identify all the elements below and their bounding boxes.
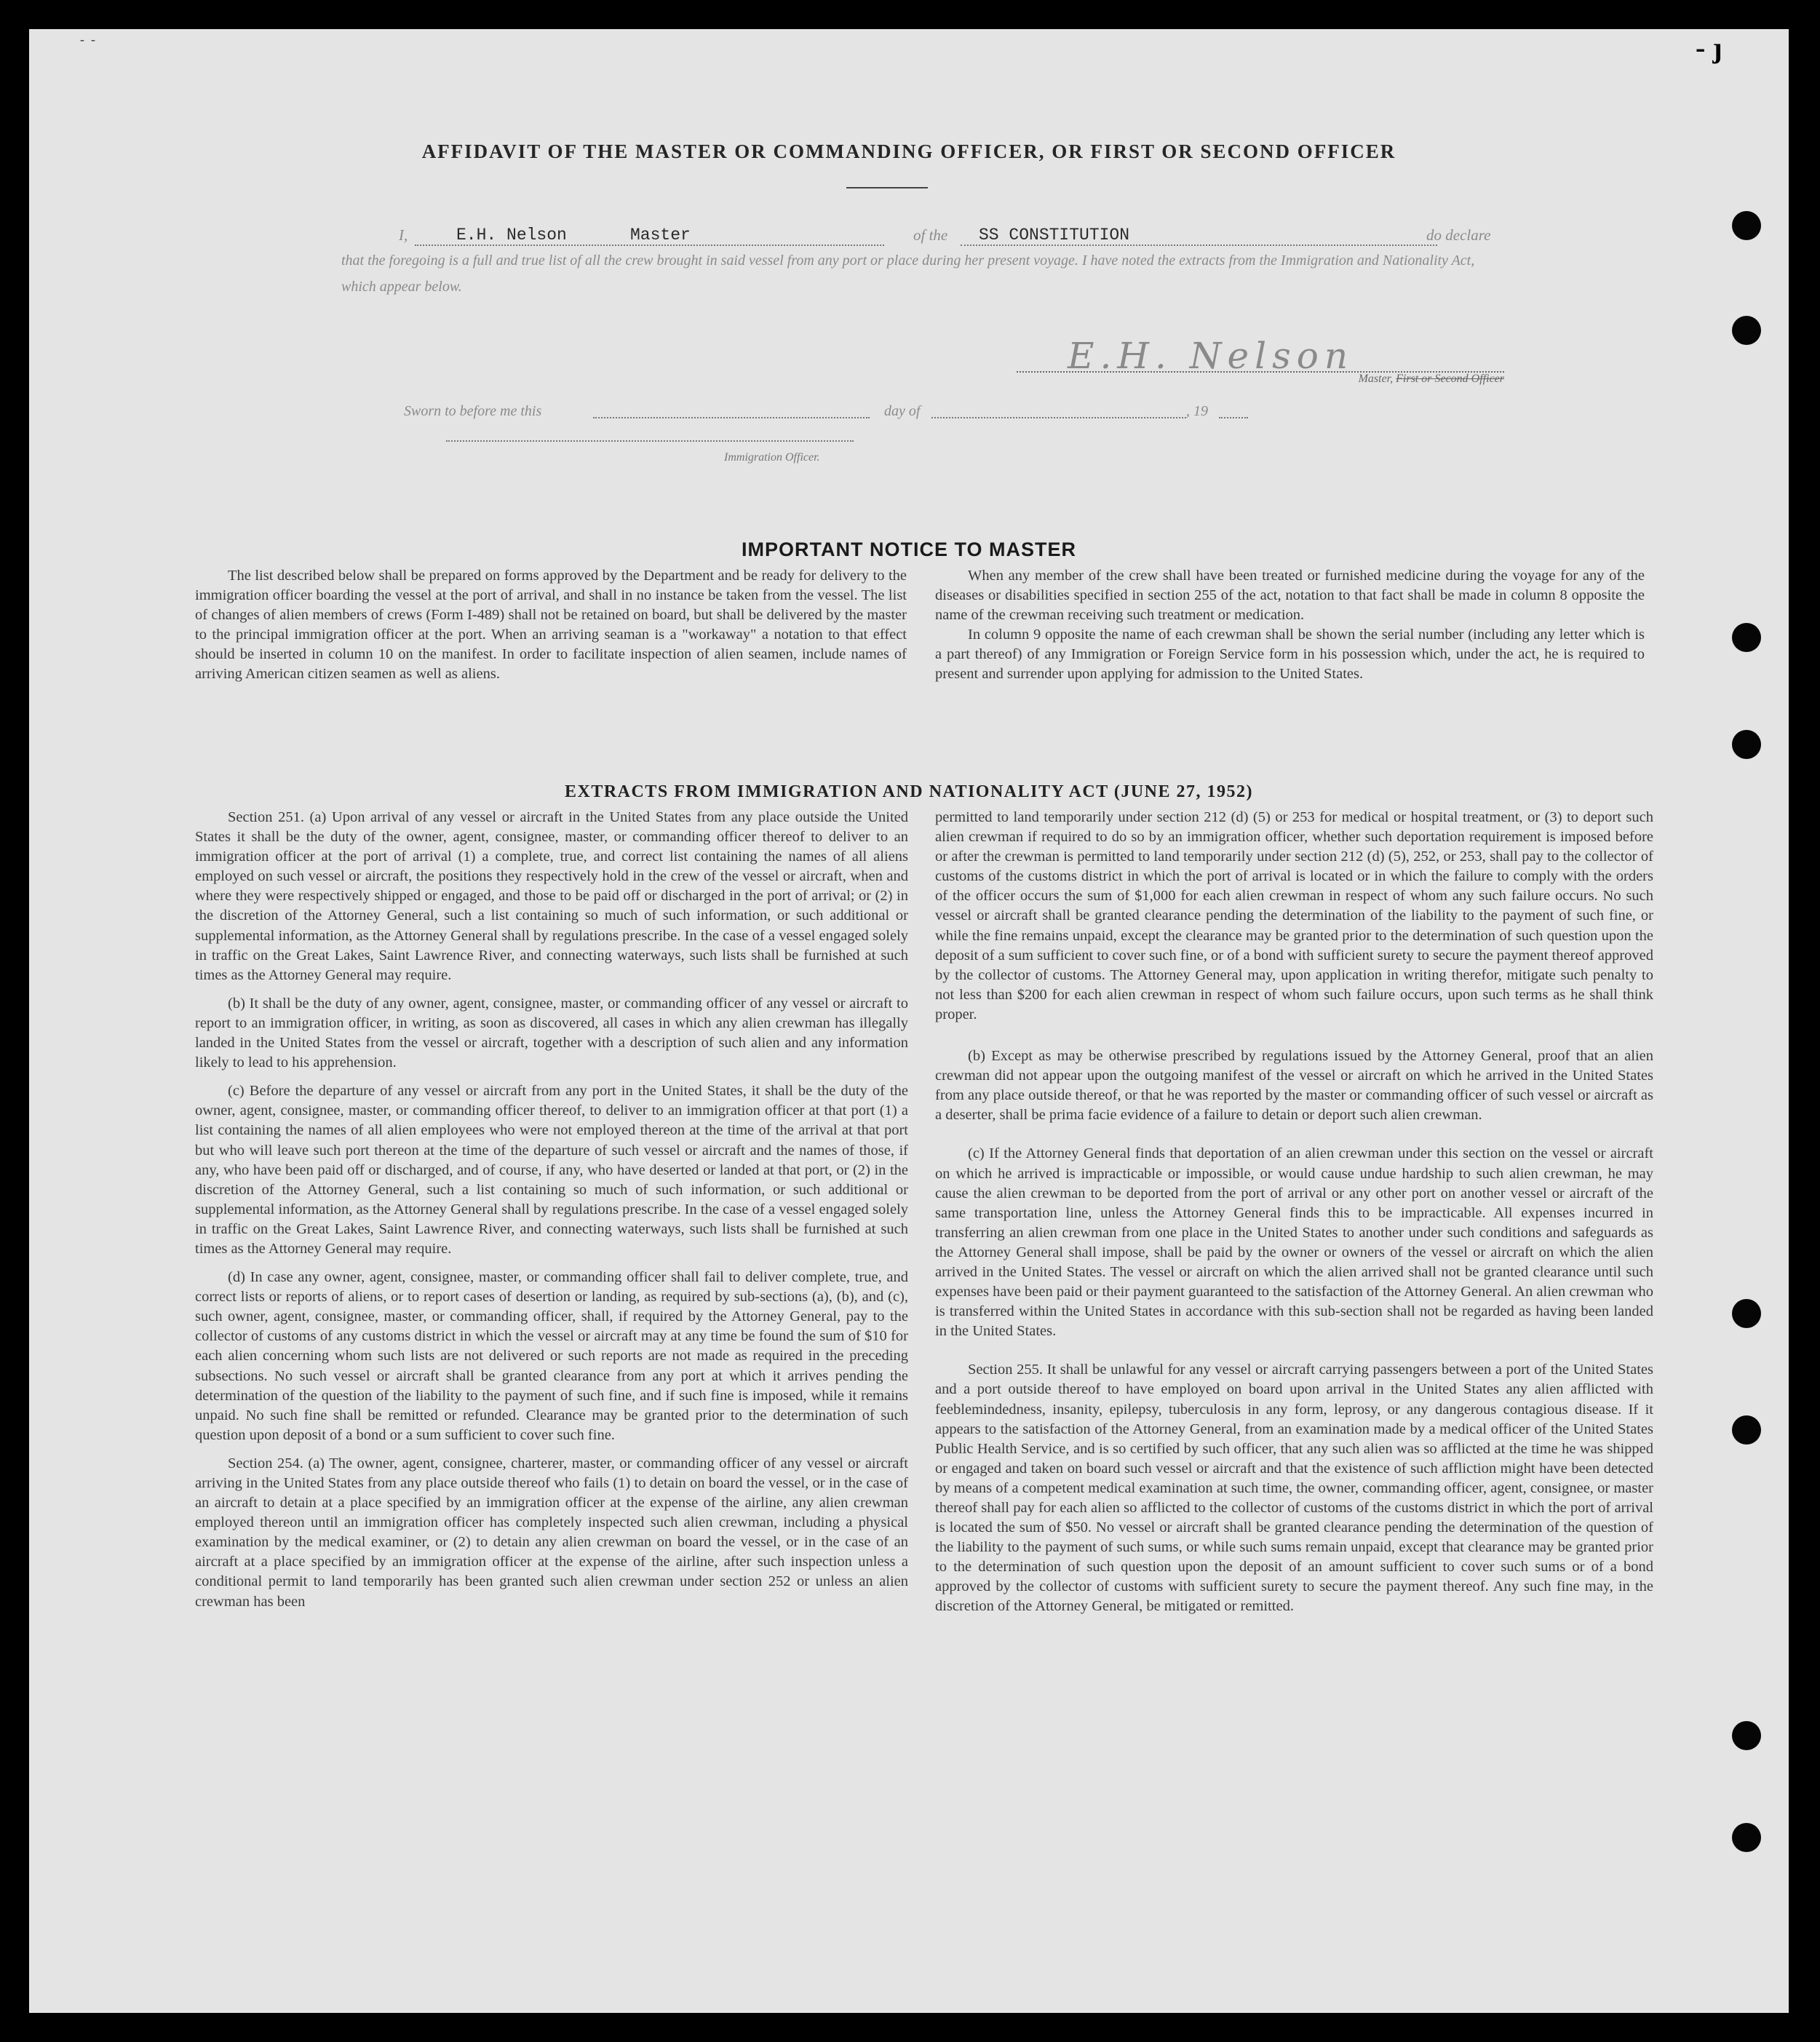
sworn-year-dots (1219, 417, 1248, 418)
notice-left-paragraph: The list described below shall be prepared on forms approved by the Department and be ready for delivery to the immigration officer boarding the vessel at the port of arrival, and shall in no instance be taken from the vessel. The list of changes of alien members of crews (Form I-489) shall not be retained on board, but shall be delivered by the master to the principal immigration officer at the port. When an arriving seaman is a "workaway" a notation to that effect should be inserted in column 10 on the manifest. In order to facilitate inspection of alien seamen, include names of arriving American citizen seamen as well as aliens. (195, 568, 907, 683)
section-254-a: Section 254. (a) The owner, agent, consignee, charterer, master, or commanding officer of any vessel or aircraft arriving in the United States from any place outside thereof who fails (1) to detain on board the vessel, or in the case of an aircraft to detain at a place specified by an immigration officer at the expense of the airline, any alien crewman employed thereon until an immigration officer has completely inspected such alien crewman, including a physical examination by the medical examiner, or (2) to detain any alien crewman on board the vessel, or in the case of an aircraft at a place specified by an immigration officer at the expense of the airline, after such inspection unless a conditional permit to land temporarily has been granted such alien crewman under section 252 or unless an alien crewman has been (195, 1455, 908, 1610)
declaration-line (371, 220, 1514, 249)
i-label: I, (399, 226, 408, 244)
extracts-left-column (195, 808, 908, 1621)
signature: E.H. Nelson (1068, 335, 1354, 377)
of-the-label: of the (913, 226, 948, 244)
name-dots (415, 245, 884, 246)
sworn-day-dots (593, 417, 870, 418)
binder-hole-2 (1732, 316, 1761, 345)
notice-left-column (195, 566, 907, 694)
section-251-b: (b) It shall be the duty of any owner, agent, consignee, master, or commanding officer of any vessel or aircraft to report to an immigration officer, in writing, as soon as discovered, all cases in which any alien crewman has illegally landed in the United States from the vessel or aircraft, together with a description of such alien and any information likely to lead to his apprehension. (195, 995, 908, 1071)
notice-title: IMPORTANT NOTICE TO MASTER (742, 539, 1076, 560)
document-page (29, 29, 1789, 2013)
extracts-right-column (935, 808, 1653, 1626)
section-251-a: Section 251. (a) Upon arrival of any vessel or aircraft in the United States from any place outside the United States it shall be the duty of the owner, agent, consignee, master, or commanding officer thereof to deliver to an immigration officer at the port of arrival (1) a complete, true, and correct list containing the names of all aliens employed on such vessel or aircraft, the positions they respectively hold in the crew of the vessel or aircraft, when and where they were respectively shipped or engaged, and those to be paid off or discharged in the port of arrival; or (2) in the discretion of the Attorney General, such a list containing so much of such information, or such additional or supplemental information, as the Attorney General shall by regulations prescribe. In the case of a vessel engaged solely in traffic on the Great Lakes, Saint Lawrence River, and connecting waterways, such lists shall be furnished at such times as the Attorney General may require. (195, 809, 908, 983)
vessel-dots (961, 245, 1437, 246)
immigration-officer-caption: Immigration Officer. (724, 451, 820, 464)
affidavit-title: AFFIDAVIT OF THE MASTER OR COMMANDING OFFICER, OR FIRST OR SECOND OFFICER (421, 140, 1396, 162)
year-label: , 19 (1186, 403, 1208, 419)
notice-right-paragraph-1: When any member of the crew shall have been treated or furnished medicine during the voyage for any of the diseases or disabilities specified in section 255 of the act, notation to that fact shall be made in column 8 opposite the name of the crewman receiving such treatment or medication. (935, 568, 1645, 624)
section-254-b: (b) Except as may be otherwise prescribed by regulations issued by the Attorney General, proof that an alien crewman did not appear upon the outgoing manifest of the vessel or aircraft on which he arrived in the United States from any place outside thereof, or that he was reported by the master or commanding officer of such vessel or aircraft as a deserter, shall be prima facie evidence of a failure to detain or deport such alien crewman. (935, 1048, 1653, 1124)
extracts-title: EXTRACTS FROM IMMIGRATION AND NATIONALITY ACT (JUNE 27, 1952) (565, 782, 1253, 801)
notice-right-column (935, 566, 1645, 694)
section-254-a-continued: permitted to land temporarily under section 212 (d) (5) or 253 for medical or hospital treatment, or (3) to deport such alien crewman if required to do so by an immigration officer, whether such deportation requirement is imposed before or after the crewman is permitted to land temporarily under section 212 (d) (5), 252, or 253, shall pay to the collector of customs of the customs district in which the port of arrival is located or in which the failure to comply with the orders of the officer occurs the sum of $1,000 for each alien crewman in respect of whom any such failure occurs. No such vessel or aircraft shall be granted clearance pending the determination of the liability to the payment of such fine, or while the fine remains unpaid, except the clearance may be granted prior to the determination of such question upon the deposit of a sum sufficient to cover such fine, or of a bond with sufficient surety to secure the payment thereof approved by the collector of customs. The Attorney General may, upon application in writing therefor, mitigate such penalty to not less than $200 for each alien crewman in respect of whom such failure occurs, upon such terms as he shall think proper. (935, 809, 1653, 1022)
binder-hole-4 (1732, 730, 1761, 759)
binder-hole-6 (1732, 1415, 1761, 1445)
sworn-month-dots (931, 417, 1186, 418)
notice-right-paragraph-2: In column 9 opposite the name of each crewman shall be shown the serial number (including any letter which is a part thereof) of any Immigration or Foreign Service form in his possession which, under the act, he is required to present and surrender upon applying for admission to the United States. (935, 627, 1645, 683)
affidavit-statement: that the foregoing is a full and true list of all the crew brought in said vessel from any port or place during her present voyage. I have noted the extracts from the Immigration and Nationality Act, which appear below. (341, 253, 1475, 295)
binder-hole-8 (1732, 1823, 1761, 1852)
signature-caption: Master, First or Second Officer (1358, 373, 1504, 385)
immigration-officer-line (446, 440, 854, 442)
binder-hole-7 (1732, 1721, 1761, 1750)
title-rule (846, 187, 928, 188)
section-251-c: (c) Before the departure of any vessel or aircraft from any port in the United States, it shall be the duty of the owner, agent, consignee, master, or commanding officer thereof, to deliver to an immigration officer at that port (1) a list containing the names of all alien employees who were not employed thereon at the time of the arrival at that port but who will leave such port thereon at the time of the departure of such vessel or aircraft and the names of those, if any, who have been paid off or discharged, and of course, if any, who have deserted or landed at that port, or (2) in the discretion of the Attorney General, such a list containing so much of such information, or such additional or supplemental information, as the Attorney General shall by regulations prescribe. In the case of a vessel engaged solely in traffic on the Great Lakes, Saint Lawrence River, and connecting waterways, such lists shall be furnished at such times as the Attorney General may require. (195, 1083, 908, 1257)
sworn-label: Sworn to before me this (404, 403, 542, 419)
binder-hole-5 (1732, 1299, 1761, 1328)
corner-mark-right: - ȷ (1696, 31, 1722, 64)
binder-hole-1 (1732, 211, 1761, 240)
signature-block (988, 335, 1519, 393)
section-254-c: (c) If the Attorney General finds that deportation of an alien crewman under this section on the vessel or aircraft on which he arrived is impracticable or impossible, or would cause undue hardship to such alien crewman, he may cause the alien crewman to be deported from the port of arrival or any other port on another vessel or aircraft of the same transportation line, unless the Attorney General finds this to be impracticable. All expenses incurred in transferring an alien crewman from one place in the United States to another under such conditions and safeguards as the Attorney General shall impose, shall be paid by the owner or owners of the vessel or aircraft on which the alien arrived in the United States. The vessel or aircraft on which the alien arrived shall not be granted clearance until such expenses have been paid or their payment guaranteed to the satisfaction of the Attorney General. An alien crewman who is transferred within the United States in accordance with this sub-section shall not be regarded as having been landed in the United States. (935, 1145, 1653, 1340)
declare-label: do declare (1426, 226, 1491, 244)
master-name: E.H. Nelson (456, 226, 567, 245)
section-251-d: (d) In case any owner, agent, consignee, master, or commanding officer shall fail to deliver complete, true, and correct lists or reports of aliens, or to report cases of desertion or landing, as required by sub-sections (a), (b), and (c), such owner, agent, consignee, master, or commanding officer, shall, if required by the Attorney General, pay to the collector of customs of any customs district in which the vessel or aircraft may at any time be found the sum of $10 for each alien concerning whom such lists are not delivered or such reports are not made as required in the preceding subsections. No such vessel or aircraft shall be granted clearance from any port at which it arrives pending the determination of the question of the liability to the payment of such fine, and if such fine is imposed, while it remains unpaid. No such fine shall be remitted or refunded. Clearance may be granted prior to the determination of such question upon deposit of a bond or a sum sufficient to cover such fine. (195, 1269, 908, 1443)
binder-hole-3 (1732, 623, 1761, 652)
sworn-line (375, 397, 1248, 420)
day-of-label: day of (884, 403, 921, 419)
section-255: Section 255. It shall be unlawful for any vessel or aircraft carrying passengers between a port of the United States and a port outside thereof to have employed on board upon arrival in the United States any alien afflicted with feeblemindedness, insanity, epilepsy, tuberculosis in any form, leprosy, or any dangerous contagious disease. If it appears to the satisfaction of the Attorney General, from an examination made by a medical officer of the United States Public Health Service, and is so certified by such officer, that any such alien was so afflicted at the time he was shipped or engaged and taken on board such vessel or aircraft and that the existence of such affliction might have been detected by means of a competent medical examination at such time, the owner, commanding officer, agent, consignee, or master thereof shall pay for each alien so afflicted to the collector of customs of the customs district in which the port of arrival is located the sum of $50. No vessel or aircraft shall be granted clearance pending the determination of the question of the liability to the payment of such sums, or while such sums remain unpaid, except that clearance may be granted prior to the determination of such question upon the deposit of an amount sufficient to cover such sums or of a bond approved by the collector of customs with sufficient surety to secure the payment thereof. Any such fine may, in the discretion of the Attorney General, be mitigated or remitted. (935, 1362, 1653, 1615)
master-rank: Master (630, 226, 691, 245)
corner-mark-left: ‑ ‑ (80, 32, 95, 47)
vessel-name: SS CONSTITUTION (979, 226, 1130, 245)
